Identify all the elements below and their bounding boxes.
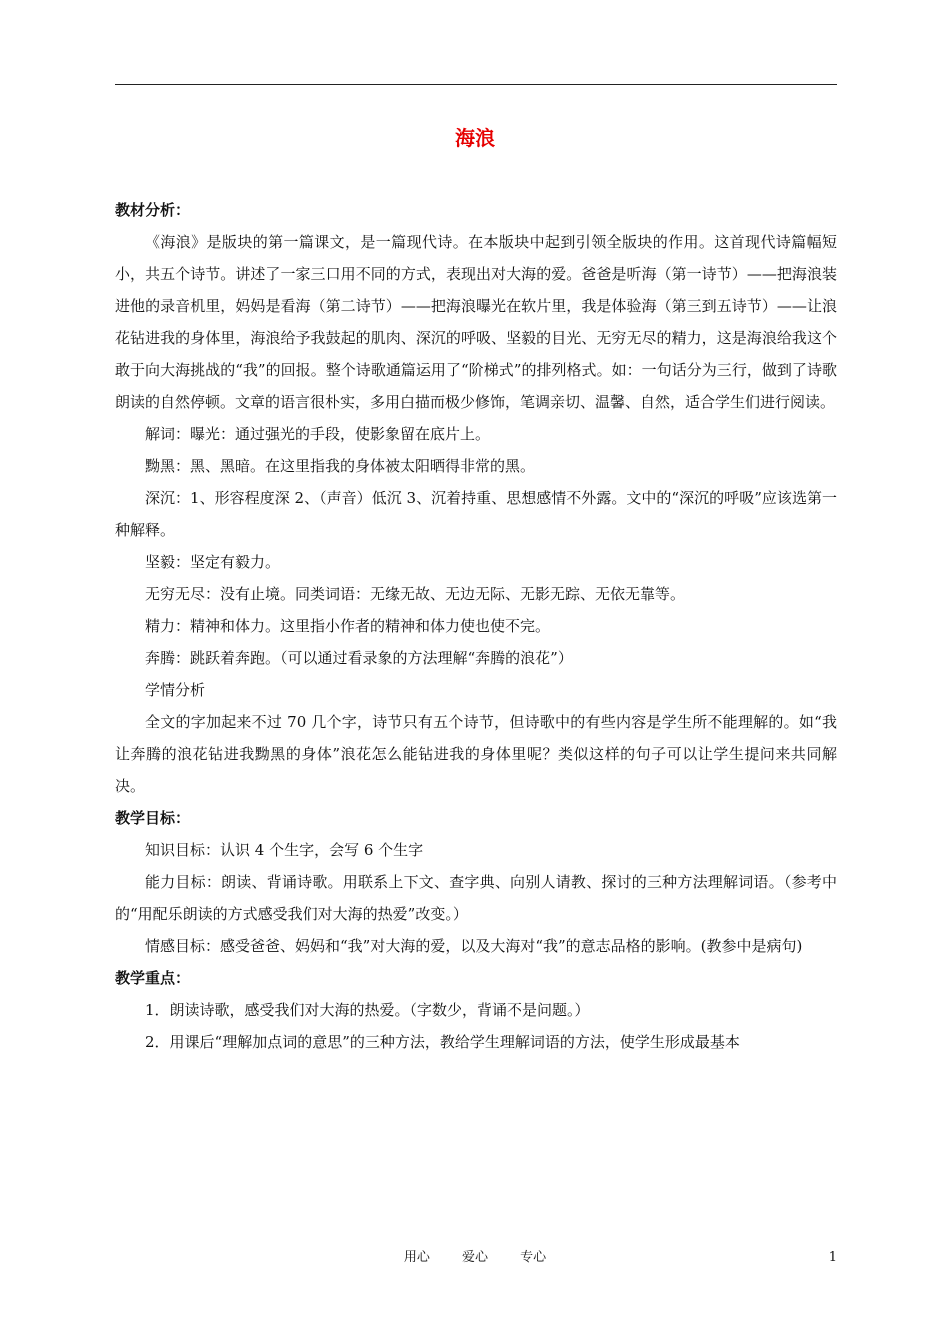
page-footer [0, 1246, 950, 1270]
footer-motto [0, 1246, 950, 1270]
goal-item: 知识目标：认识 4 个生字，会写 6 个生字 [145, 841, 424, 859]
vocab-item: 深沉：1、形容程度深 2、（声音）低沉 3、沉着持重、思想感情不外露。文中的“深沉的呼吸”应该选第一种解释。 [115, 489, 837, 539]
vocab-item: 坚毅：坚定有毅力。 [145, 553, 281, 571]
learner-analysis-paragraph: 全文的字加起来不过 70 几个字，诗节只有五个诗节，但诗歌中的有些内容是学生所不能理解的。如“我让奔腾的浪花钻进我黝黑的身体”浪花怎么能钻进我的身体里呢？类似这样的句子可以让学生提问来共同解决。 [115, 713, 837, 795]
vocab-item: 精力：精神和体力。这里指小作者的精神和体力使也使不完。 [145, 617, 551, 635]
vocab-item: 黝黑：黑、黑暗。在这里指我的身体被太阳晒得非常的黑。 [145, 457, 536, 475]
section-heading-analysis: 教材分析： [115, 201, 191, 219]
header-rule [115, 84, 837, 85]
vocab-item: 无穷无尽：没有止境。同类词语：无缘无故、无边无际、无影无踪、无依无靠等。 [145, 585, 686, 603]
vocab-item: 解词：曝光：通过强光的手段，使影象留在底片上。 [145, 425, 491, 443]
section-heading-keypoints: 教学重点： [115, 969, 191, 987]
subheading-learner-analysis: 学情分析 [145, 681, 206, 699]
vocab-item: 奔腾：跳跃着奔跑。（可以通过看录象的方法理解“奔腾的浪花”） [145, 649, 573, 667]
document-body [115, 194, 837, 1058]
goal-item: 情感目标：感受爸爸、妈妈和“我”对大海的爱，以及大海对“我”的意志品格的影响。(教参中是病句) [145, 937, 803, 955]
footer-motto-item: 用心 [403, 1250, 430, 1265]
footer-motto-item: 爱心 [461, 1250, 488, 1265]
keypoint-item: 2．用课后“理解加点词的意思”的三种方法，教给学生理解词语的方法，使学生形成最基本 [145, 1033, 740, 1051]
footer-motto-item: 专心 [520, 1250, 547, 1265]
keypoint-item: 1．朗读诗歌，感受我们对大海的热爱。（字数少，背诵不是问题。） [145, 1001, 590, 1019]
section-heading-goals: 教学目标： [115, 809, 191, 827]
analysis-paragraph: 《海浪》是版块的第一篇课文，是一篇现代诗。在本版块中起到引领全版块的作用。这首现代诗篇幅短小，共五个诗节。讲述了一家三口用不同的方式，表现出对大海的爱。爸爸是听海（第一诗节）——把海浪装进他的录音机里，妈妈是看海（第二诗节）——把海浪曝光在软片里，我是体验海（第三到五诗节）——让浪花钻进我的身体里，海浪给予我鼓起的肌肉、深沉的呼吸、坚毅的目光、无穷无尽的精力，这是海浪给我这个敢于向大海挑战的“我”的回报。整个诗歌通篇运用了“阶梯式”的排列格式。如：一句话分为三行，做到了诗歌朗读的自然停顿。文章的语言很朴实，多用白描而极少修饰，笔调亲切、温馨、自然，适合学生们进行阅读。 [115, 233, 837, 411]
page-number: 1 [828, 1250, 837, 1265]
page-title: 海浪 [455, 126, 495, 150]
goal-item: 能力目标：朗读、背诵诗歌。用联系上下文、查字典、向别人请教、探讨的三种方法理解词语。（参考中的“用配乐朗读的方式感受我们对大海的热爱”改变。） [115, 873, 837, 923]
